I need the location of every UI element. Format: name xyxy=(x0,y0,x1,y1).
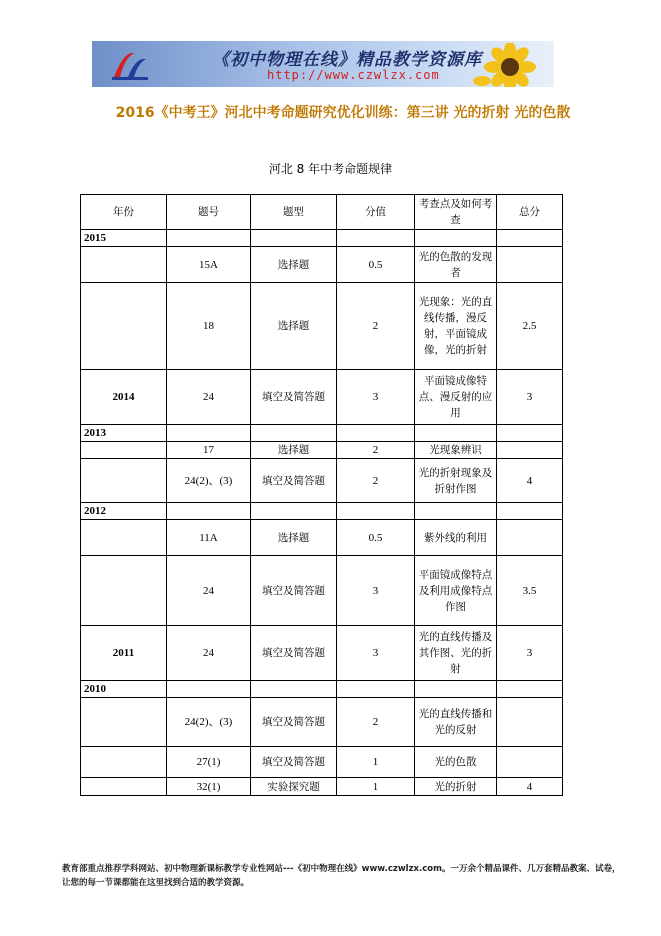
cell-question: 27(1) xyxy=(167,747,251,778)
cell-total xyxy=(497,247,563,283)
table-row xyxy=(81,626,563,681)
cell-point: 紫外线的利用 xyxy=(415,520,497,556)
header-type: 题型 xyxy=(251,195,337,230)
cell-score: 1 xyxy=(337,747,415,778)
table-row xyxy=(81,230,563,247)
cell-type: 填空及简答题 xyxy=(251,556,337,626)
cell-question: 11A xyxy=(167,520,251,556)
cell-type: 填空及简答题 xyxy=(251,747,337,778)
cell-point: 光的直线传播及其作图、光的折射 xyxy=(415,626,497,681)
cell-year xyxy=(81,283,167,370)
cell-question xyxy=(167,503,251,520)
table-row xyxy=(81,459,563,503)
cell-total xyxy=(497,698,563,747)
cell-total xyxy=(497,681,563,698)
cell-total xyxy=(497,747,563,778)
table-row xyxy=(81,283,563,370)
cell-question: 24 xyxy=(167,370,251,425)
cell-total xyxy=(497,520,563,556)
cell-score: 1 xyxy=(337,778,415,796)
banner-url: http://www.czwlzx.com xyxy=(267,68,440,82)
cell-question: 24(2)、(3) xyxy=(167,459,251,503)
cell-point: 平面镜成像特点、漫反射的应用 xyxy=(415,370,497,425)
cell-type: 填空及简答题 xyxy=(251,698,337,747)
cell-point xyxy=(415,503,497,520)
table-row xyxy=(81,681,563,698)
cell-score: 2 xyxy=(337,442,415,459)
cell-total xyxy=(497,230,563,247)
page-footer: 教育部重点推荐学科网站、初中物理新课标教学专业性网站---《初中物理在线》www.czwlzx.com。一万余个精品课件、几万套精品教案、试卷，让您的每一节课都能在这里找到合适的教学资源。 xyxy=(62,864,621,888)
cell-total: 2.5 xyxy=(497,283,563,370)
cell-type: 填空及简答题 xyxy=(251,626,337,681)
table-row xyxy=(81,442,563,459)
cell-score: 3 xyxy=(337,556,415,626)
table-caption: 河北 8 年中考命题规律 xyxy=(268,162,393,176)
cell-type: 选择题 xyxy=(251,442,337,459)
header-score: 分值 xyxy=(337,195,415,230)
cell-total xyxy=(497,425,563,442)
cell-question xyxy=(167,425,251,442)
cell-type: 实验探究题 xyxy=(251,778,337,796)
cell-point: 光现象：光的直线传播，漫反射，平面镜成像，光的折射 xyxy=(415,283,497,370)
cell-question xyxy=(167,230,251,247)
cell-question: 17 xyxy=(167,442,251,459)
banner-title: 《初中物理在线》精品教学资源库 xyxy=(212,50,482,70)
cell-year: 2012 xyxy=(81,503,167,520)
cell-type xyxy=(251,425,337,442)
cell-score xyxy=(337,425,415,442)
cell-type: 选择题 xyxy=(251,520,337,556)
cell-question: 32(1) xyxy=(167,778,251,796)
cell-question: 15A xyxy=(167,247,251,283)
cell-year: 2010 xyxy=(81,681,167,698)
cell-score: 3 xyxy=(337,626,415,681)
cell-year xyxy=(81,698,167,747)
table-row xyxy=(81,698,563,747)
cell-score xyxy=(337,681,415,698)
cell-question: 24 xyxy=(167,626,251,681)
cell-year xyxy=(81,778,167,796)
cell-score: 0.5 xyxy=(337,247,415,283)
table-row xyxy=(81,425,563,442)
cell-point: 光现象辨识 xyxy=(415,442,497,459)
document-title: 2016《中考王》河北中考命题研究优化训练：第三讲 光的折射 光的色散 xyxy=(115,105,571,121)
header-total: 总分 xyxy=(497,195,563,230)
cell-year xyxy=(81,247,167,283)
cell-year xyxy=(81,459,167,503)
cell-question: 24 xyxy=(167,556,251,626)
cell-score xyxy=(337,230,415,247)
table-row xyxy=(81,556,563,626)
cell-point xyxy=(415,681,497,698)
cell-score xyxy=(337,503,415,520)
cell-year: 2013 xyxy=(81,425,167,442)
header-question: 题号 xyxy=(167,195,251,230)
cell-year: 2014 xyxy=(81,370,167,425)
cell-point: 光的色散的发现者 xyxy=(415,247,497,283)
cell-score: 2 xyxy=(337,698,415,747)
cell-point: 光的折射现象及折射作图 xyxy=(415,459,497,503)
cell-total xyxy=(497,503,563,520)
cell-score: 0.5 xyxy=(337,520,415,556)
cell-point: 平面镜成像特点及利用成像特点作图 xyxy=(415,556,497,626)
cell-type: 填空及简答题 xyxy=(251,459,337,503)
cell-total: 3 xyxy=(497,626,563,681)
cell-type: 填空及简答题 xyxy=(251,370,337,425)
cell-point: 光的折射 xyxy=(415,778,497,796)
cell-type xyxy=(251,681,337,698)
cell-type xyxy=(251,503,337,520)
cell-point xyxy=(415,425,497,442)
cell-score: 2 xyxy=(337,283,415,370)
cell-total xyxy=(497,442,563,459)
cell-question: 24(2)、(3) xyxy=(167,698,251,747)
header-year: 年份 xyxy=(81,195,167,230)
table-row xyxy=(81,370,563,425)
cell-total: 3.5 xyxy=(497,556,563,626)
cell-point: 光的直线传播和光的反射 xyxy=(415,698,497,747)
cell-point: 光的色散 xyxy=(415,747,497,778)
cell-score: 2 xyxy=(337,459,415,503)
cell-year xyxy=(81,556,167,626)
cell-type: 选择题 xyxy=(251,283,337,370)
site-banner xyxy=(92,41,554,87)
cell-score: 3 xyxy=(337,370,415,425)
table-row xyxy=(81,747,563,778)
cell-point xyxy=(415,230,497,247)
table-header-row xyxy=(81,195,563,230)
cell-year xyxy=(81,442,167,459)
table-row xyxy=(81,520,563,556)
cell-total: 4 xyxy=(497,459,563,503)
cell-total: 3 xyxy=(497,370,563,425)
cell-year xyxy=(81,520,167,556)
cell-year xyxy=(81,747,167,778)
cell-question: 18 xyxy=(167,283,251,370)
cell-total: 4 xyxy=(497,778,563,796)
cell-type xyxy=(251,230,337,247)
cell-year: 2015 xyxy=(81,230,167,247)
site-logo-icon xyxy=(110,47,150,83)
table-row xyxy=(81,503,563,520)
cell-type: 选择题 xyxy=(251,247,337,283)
cell-year: 2011 xyxy=(81,626,167,681)
sunflower-icon xyxy=(470,43,550,87)
header-point: 考查点及如何考查 xyxy=(415,195,497,230)
table-row xyxy=(81,247,563,283)
table-row xyxy=(81,778,563,796)
exam-pattern-table xyxy=(80,194,563,796)
cell-question xyxy=(167,681,251,698)
